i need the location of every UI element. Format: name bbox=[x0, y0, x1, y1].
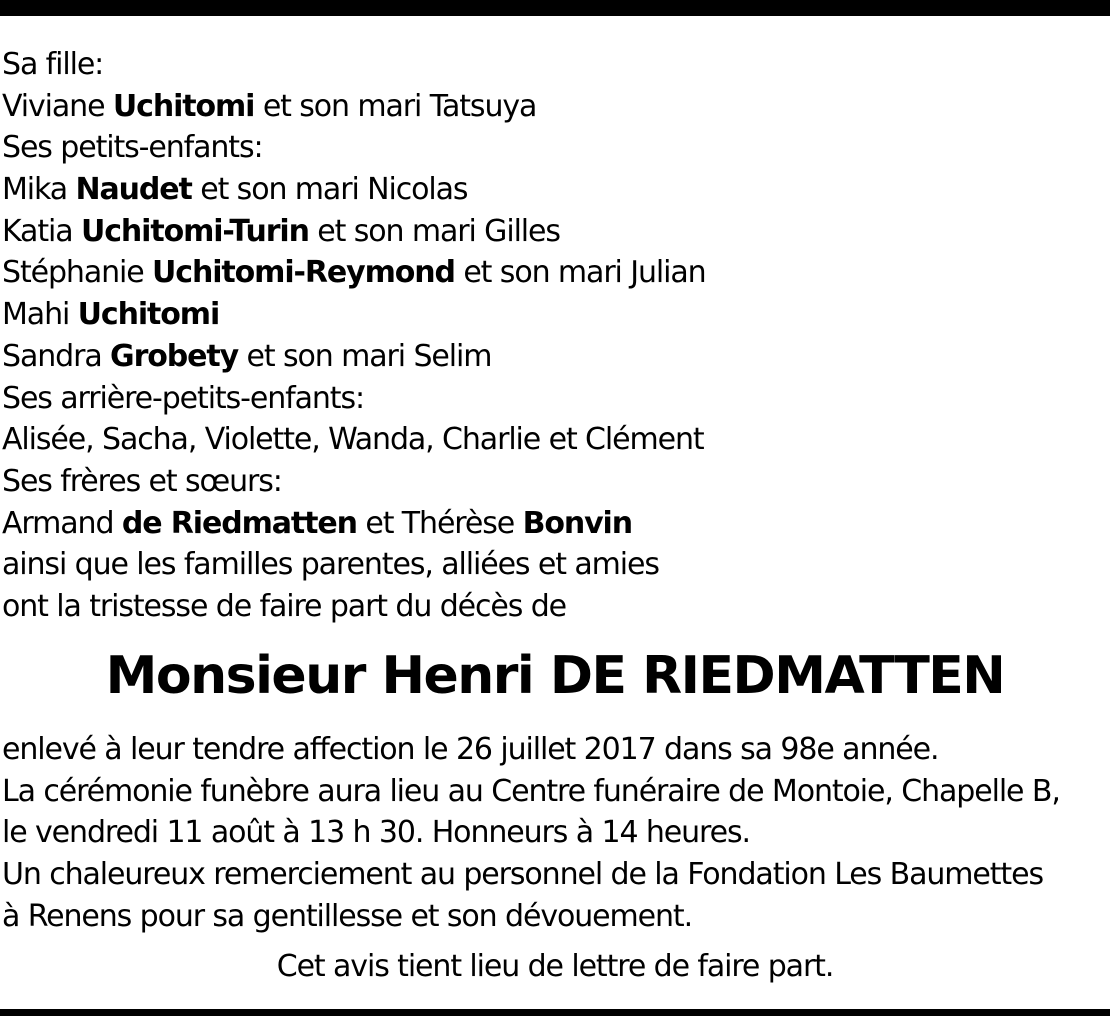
siblings-heading: Ses frères et sœurs: bbox=[2, 463, 282, 499]
grandchild-line bbox=[2, 169, 706, 211]
joiner-text: et Thérèse bbox=[365, 505, 515, 541]
spouse-text: et son mari Selim bbox=[246, 338, 492, 374]
deceased-name: Monsieur Henri DE RIEDMATTEN bbox=[105, 646, 1005, 706]
spouse-text: et son mari Gilles bbox=[317, 213, 560, 249]
great-grandchildren-heading: Ses arrière-petits-enfants: bbox=[2, 380, 364, 416]
grandchild-line bbox=[2, 336, 706, 378]
siblings-line bbox=[2, 503, 706, 545]
detail-line: le vendredi 11 août à 13 h 30. Honneurs à 14 heures. bbox=[2, 815, 750, 851]
first-name: Mahi bbox=[2, 297, 70, 333]
spouse-text: et son mari Tatsuya bbox=[262, 88, 537, 124]
spouse-text: et son mari Julian bbox=[463, 255, 706, 291]
detail-line: La cérémonie funèbre aura lieu au Centre funéraire de Montoie, Chapelle B, bbox=[2, 773, 1060, 809]
surname: Uchitomi bbox=[77, 297, 220, 333]
surname: de Riedmatten bbox=[121, 505, 357, 541]
first-name: Stéphanie bbox=[2, 255, 144, 291]
surname: Uchitomi bbox=[112, 88, 255, 124]
grandchild-line bbox=[2, 252, 706, 294]
bottom-border-rule bbox=[0, 1009, 1110, 1016]
first-name: Mika bbox=[2, 172, 68, 208]
detail-line: Un chaleureux remerciement au personnel de la Fondation Les Baumettes bbox=[2, 857, 1043, 893]
grandchild-line bbox=[2, 294, 706, 336]
family-list bbox=[2, 44, 706, 628]
spouse-text: et son mari Nicolas bbox=[200, 172, 468, 208]
daughter-heading: Sa fille: bbox=[2, 47, 104, 82]
closing-line: Cet avis tient lieu de lettre de faire part. bbox=[276, 949, 834, 984]
surname: Grobety bbox=[110, 338, 239, 374]
grandchild-line bbox=[2, 211, 706, 253]
families-line: ainsi que les familles parentes, alliées et amies bbox=[2, 547, 659, 583]
first-name: Sandra bbox=[2, 338, 102, 374]
surname: Uchitomi-Reymond bbox=[152, 255, 455, 291]
great-grandchildren-names: Alisée, Sacha, Violette, Wanda, Charlie et Clément bbox=[2, 422, 704, 458]
surname: Bonvin bbox=[522, 505, 632, 541]
details-text bbox=[2, 729, 1060, 937]
surname: Uchitomi-Turin bbox=[80, 213, 309, 249]
detail-line: enlevé à leur tendre affection le 26 juillet 2017 dans sa 98e année. bbox=[2, 732, 939, 767]
grandchildren-heading: Ses petits-enfants: bbox=[2, 130, 263, 166]
announcement-line: ont la tristesse de faire part du décès de bbox=[2, 588, 567, 624]
first-name: Katia bbox=[2, 213, 73, 249]
first-name: Viviane bbox=[2, 88, 105, 124]
first-name: Armand bbox=[2, 505, 114, 541]
top-border-rule bbox=[0, 0, 1110, 16]
surname: Naudet bbox=[75, 172, 192, 208]
daughter-line bbox=[2, 86, 706, 128]
detail-line: à Renens pour sa gentillesse et son dévouement. bbox=[2, 898, 693, 934]
